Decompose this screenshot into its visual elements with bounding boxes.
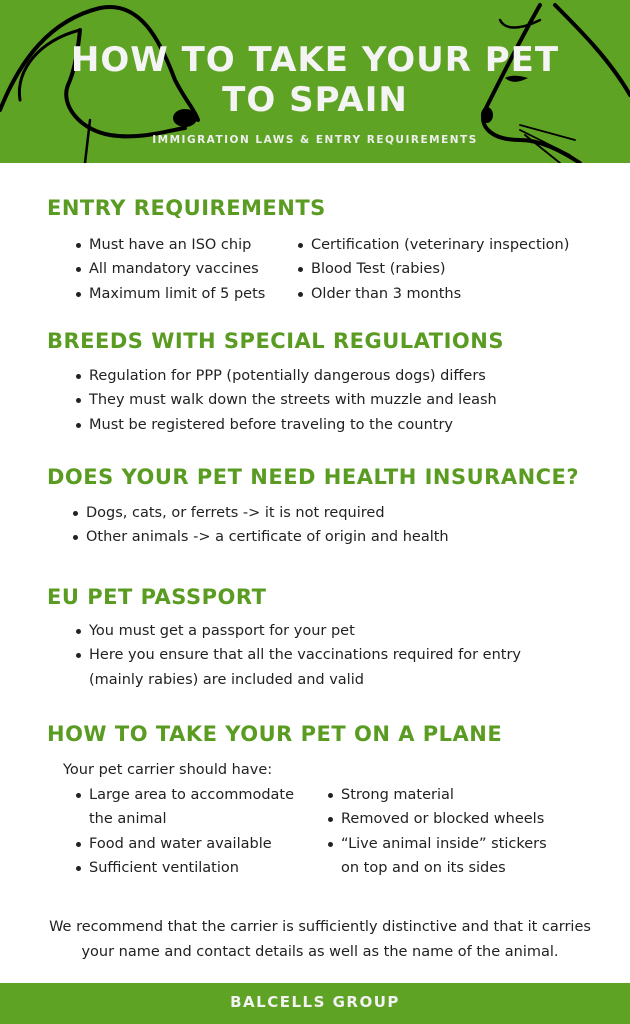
plane-intro: Your pet carrier should have: — [63, 762, 273, 778]
insurance-heading: DOES YOUR PET NEED HEALTH INSURANCE? — [47, 465, 580, 489]
list-item: Here you ensure that all the vaccinations required for entry (mainly rabies) are included and valid — [76, 643, 546, 692]
list-item: Blood Test (rabies) — [298, 257, 569, 281]
list-item: Sufficient ventilation — [76, 856, 316, 880]
page-title-line-2: TO SPAIN — [222, 80, 408, 120]
recommendation-text: We recommend that the carrier is sufficiently distinctive and that it carries your name and contact details as well as the name of the animal. — [49, 919, 591, 960]
entry-requirements-list-right — [298, 233, 569, 306]
list-item: Food and water available — [76, 832, 316, 856]
list-item: Other animals -> a certificate of origin and health — [73, 525, 449, 549]
list-item: Removed or blocked wheels — [328, 807, 568, 831]
list-item: Maximum limit of 5 pets — [76, 282, 265, 306]
page-subtitle: IMMIGRATION LAWS & ENTRY REQUIREMENTS — [152, 134, 478, 146]
page-title-line-1: HOW TO TAKE YOUR PET — [70, 40, 560, 80]
header-banner — [0, 0, 630, 163]
list-item: Must be registered before traveling to the country — [76, 413, 497, 437]
list-item: Certification (veterinary inspection) — [298, 233, 569, 257]
footer-brand: BALCELLS GROUP — [0, 983, 630, 1024]
list-item: Must have an ISO chip — [76, 233, 265, 257]
plane-heading: HOW TO TAKE YOUR PET ON A PLANE — [47, 722, 503, 746]
passport-heading: EU PET PASSPORT — [47, 585, 267, 609]
breeds-heading: BREEDS WITH SPECIAL REGULATIONS — [47, 329, 504, 353]
insurance-list — [73, 501, 449, 550]
entry-requirements-heading: ENTRY REQUIREMENTS — [47, 196, 326, 220]
list-item: Dogs, cats, or ferrets -> it is not required — [73, 501, 449, 525]
list-item: Strong material — [328, 783, 568, 807]
plane-list-right — [328, 783, 568, 880]
breeds-list — [76, 364, 497, 437]
passport-list — [76, 619, 546, 692]
list-item: They must walk down the streets with muzzle and leash — [76, 388, 497, 412]
list-item: You must get a passport for your pet — [76, 619, 546, 643]
list-item: Older than 3 months — [298, 282, 569, 306]
list-item: “Live animal inside” stickers on top and on its sides — [328, 832, 568, 881]
list-item: Regulation for PPP (potentially dangerous dogs) differs — [76, 364, 497, 388]
entry-requirements-list-left — [76, 233, 265, 306]
list-item: Large area to accommodate the animal — [76, 783, 316, 832]
plane-list-left — [76, 783, 316, 880]
list-item: All mandatory vaccines — [76, 257, 265, 281]
